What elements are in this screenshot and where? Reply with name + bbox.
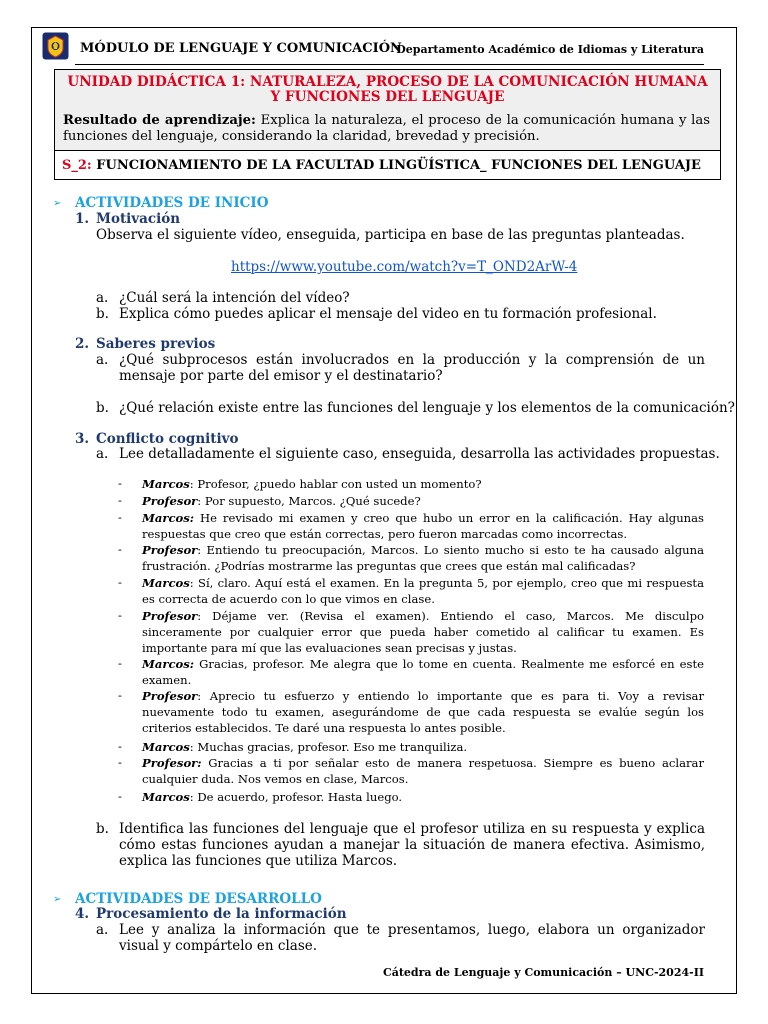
- dialogue-line: [142, 688, 704, 736]
- dialogue-text: Por supuesto, Marcos. ¿Qué sucede?: [201, 494, 421, 508]
- arrow-bullet-icon: ➢: [53, 198, 62, 209]
- session-title: FUNCIONAMIENTO DE LA FACULTAD LINGÜÍSTICA_ FUNCIONES DEL LENGUAJE: [96, 158, 701, 173]
- dialogue-line: [142, 755, 704, 787]
- motivacion-title: Motivación: [96, 211, 181, 227]
- desarrollo-instruction-a: Lee y analiza la información que te presentamos, luego, elabora un organizador visual y compártelo en clase.: [119, 922, 705, 954]
- result-label: Resultado de aprendizaje:: [63, 113, 256, 128]
- conflicto-instruction-b: Identifica las funciones del lenguaje que el profesor utiliza en su respuesta y explica cómo estas funciones ayudan a manejar la situación de manera efectiva. Asimismo, explica las funciones que utiliza Marcos.: [119, 821, 705, 869]
- unit-title: UNIDAD DIDÁCTICA 1: NATURALEZA, PROCESO DE LA COMUNICACIÓN HUMANA Y FUNCIONES DEL LENGUAJE: [67, 74, 708, 105]
- page-footer: Cátedra de Lenguaje y Comunicación – UNC-2024-II: [382, 966, 704, 979]
- dialogue-speaker: Profesor: [142, 689, 198, 703]
- dialogue-line: [142, 476, 704, 492]
- saberes-question-b: ¿Qué relación existe entre las funciones del lenguaje y los elementos de la comunicación?: [119, 400, 735, 416]
- conflicto-title: Conflicto cognitivo: [96, 431, 239, 447]
- dialogue-line: [142, 542, 704, 574]
- dialogue-speaker: Profesor: [142, 609, 198, 623]
- dialogue-line: [142, 575, 704, 607]
- header-divider: [75, 64, 704, 65]
- item-number-1: 1.: [75, 211, 90, 227]
- module-title: MÓDULO DE LENGUAJE Y COMUNICACIÓN: [80, 41, 402, 56]
- dialogue-text: Gracias, profesor. Me alegra que lo tome en cuenta. Realmente me esforcé en este examen.: [142, 657, 704, 687]
- dialogue-line: [142, 656, 704, 688]
- dialogue-speaker: Profesor: [142, 543, 198, 557]
- dialogue-dash: -: [118, 789, 122, 803]
- section-heading-inicio: ACTIVIDADES DE INICIO: [75, 195, 269, 211]
- dialogue-speaker: Marcos: [142, 790, 190, 804]
- dialogue-separator: :: [189, 477, 194, 491]
- learning-result: [63, 113, 710, 145]
- dialogue-dash: -: [118, 656, 122, 670]
- list-letter: a.: [96, 352, 109, 368]
- dialogue-line: [142, 493, 704, 509]
- video-link[interactable]: https://www.youtube.com/watch?v=T_OND2ArW-4: [231, 259, 578, 275]
- dialogue-separator: :: [189, 740, 194, 754]
- dialogue-text: Aprecio tu esfuerzo y entiendo lo importante que es para ti. Voy a revisar nuevamente todo tu examen, asegurándome de que cada respuesta se evalúe según los criterios establecidos. Te daré una respuesta lo antes posible.: [142, 689, 704, 735]
- dialogue-text: De acuerdo, profesor. Hasta luego.: [193, 790, 403, 804]
- dialogue-dash: -: [118, 688, 122, 702]
- dialogue-dash: -: [118, 755, 122, 769]
- section-heading-desarrollo: ACTIVIDADES DE DESARROLLO: [75, 891, 322, 907]
- dialogue-dash: -: [118, 739, 122, 753]
- result-text: Explica la naturaleza, el proceso de la comunicación humana y las funciones del lenguaje, considerando la claridad, brevedad y precisión.: [63, 113, 710, 144]
- dialogue-text: Sí, claro. Aquí está el examen. En la pregunta 5, por ejemplo, creo que mi respuesta es correcta de acuerdo con lo que vimos en clase.: [142, 576, 704, 606]
- conflicto-instruction-a: Lee detalladamente el siguiente caso, enseguida, desarrolla las actividades propuestas.: [119, 446, 720, 462]
- saberes-question-a: ¿Qué subprocesos están involucrados en la producción y la comprensión de un mensaje por parte del emisor y el destinatario?: [119, 352, 705, 384]
- dialogue-line: [142, 789, 704, 805]
- arrow-bullet-icon: ➢: [53, 894, 62, 905]
- dialogue-dash: -: [118, 608, 122, 622]
- page-header: [38, 30, 704, 64]
- motivacion-question-b: Explica cómo puedes aplicar el mensaje del video en tu formación profesional.: [119, 306, 657, 322]
- dialogue-speaker: Marcos: [142, 477, 190, 491]
- list-letter: a.: [96, 290, 109, 306]
- dialogue-text: Profesor, ¿puedo hablar con usted un momento?: [193, 477, 482, 491]
- list-letter: a.: [96, 922, 109, 938]
- dialogue-separator: :: [189, 790, 194, 804]
- dialogue-speaker: Marcos:: [142, 511, 195, 525]
- dialogue-dash: -: [118, 510, 122, 524]
- motivacion-question-a: ¿Cuál será la intención del vídeo?: [119, 290, 350, 306]
- dialogue-separator: :: [197, 494, 202, 508]
- motivacion-instruction: Observa el siguiente vídeo, enseguida, participa en base de las preguntas planteadas.: [96, 227, 685, 243]
- item-number-3: 3.: [75, 431, 90, 447]
- dialogue-line: [142, 608, 704, 656]
- session-title-line: [62, 158, 701, 173]
- dialogue-separator: :: [197, 543, 202, 557]
- session-code: S_2:: [62, 158, 92, 173]
- dialogue-dash: -: [118, 476, 122, 490]
- desarrollo-title: Procesamiento de la información: [96, 906, 347, 922]
- session-box: [54, 150, 721, 180]
- dialogue-speaker: Marcos: [142, 576, 190, 590]
- dialogue-text: Déjame ver. (Revisa el examen). Entiendo el caso, Marcos. Me disculpo sinceramente por cualquier error que pueda haber cometido al calificar tu examen. Es importante para mí que las evaluaciones sean precisas y justas.: [142, 609, 704, 655]
- dialogue-dash: -: [118, 575, 122, 589]
- unit-box: [54, 69, 721, 151]
- dialogue-text: Muchas gracias, profesor. Eso me tranquiliza.: [193, 740, 468, 754]
- department-name: Departamento Académico de Idiomas y Literatura: [396, 43, 704, 56]
- list-letter: a.: [96, 446, 109, 462]
- dialogue-dash: -: [118, 542, 122, 556]
- saberes-title: Saberes previos: [96, 336, 216, 352]
- list-letter: b.: [96, 400, 109, 416]
- dialogue-speaker: Profesor: [142, 494, 198, 508]
- dialogue-speaker: Marcos: [142, 740, 190, 754]
- dialogue-separator: :: [197, 689, 202, 703]
- dialogue-separator: :: [197, 609, 202, 623]
- item-number-2: 2.: [75, 336, 90, 352]
- list-letter: b.: [96, 306, 109, 322]
- dialogue-line: [142, 510, 704, 542]
- dialogue-text: Entiendo tu preocupación, Marcos. Lo siento mucho si esto te ha causado alguna frustración. ¿Podrías mostrarme las preguntas que crees que están mal calificadas?: [142, 543, 704, 573]
- dialogue-text: Gracias a ti por señalar esto de manera respetuosa. Siempre es bueno aclarar cualquier duda. Nos vemos en clase, Marcos.: [142, 756, 704, 786]
- dialogue-text: He revisado mi examen y creo que hubo un error en la calificación. Hay algunas respuestas que creo que están correctas, pero fueron marcadas como incorrectas.: [142, 511, 704, 541]
- dialogue-separator: :: [189, 576, 194, 590]
- dialogue-dash: -: [118, 493, 122, 507]
- university-logo: [42, 32, 69, 60]
- item-number-4: 4.: [75, 906, 90, 922]
- dialogue-speaker: Marcos:: [142, 657, 195, 671]
- dialogue-speaker: Profesor:: [142, 756, 202, 770]
- dialogue-line: [142, 739, 704, 755]
- list-letter: b.: [96, 821, 109, 837]
